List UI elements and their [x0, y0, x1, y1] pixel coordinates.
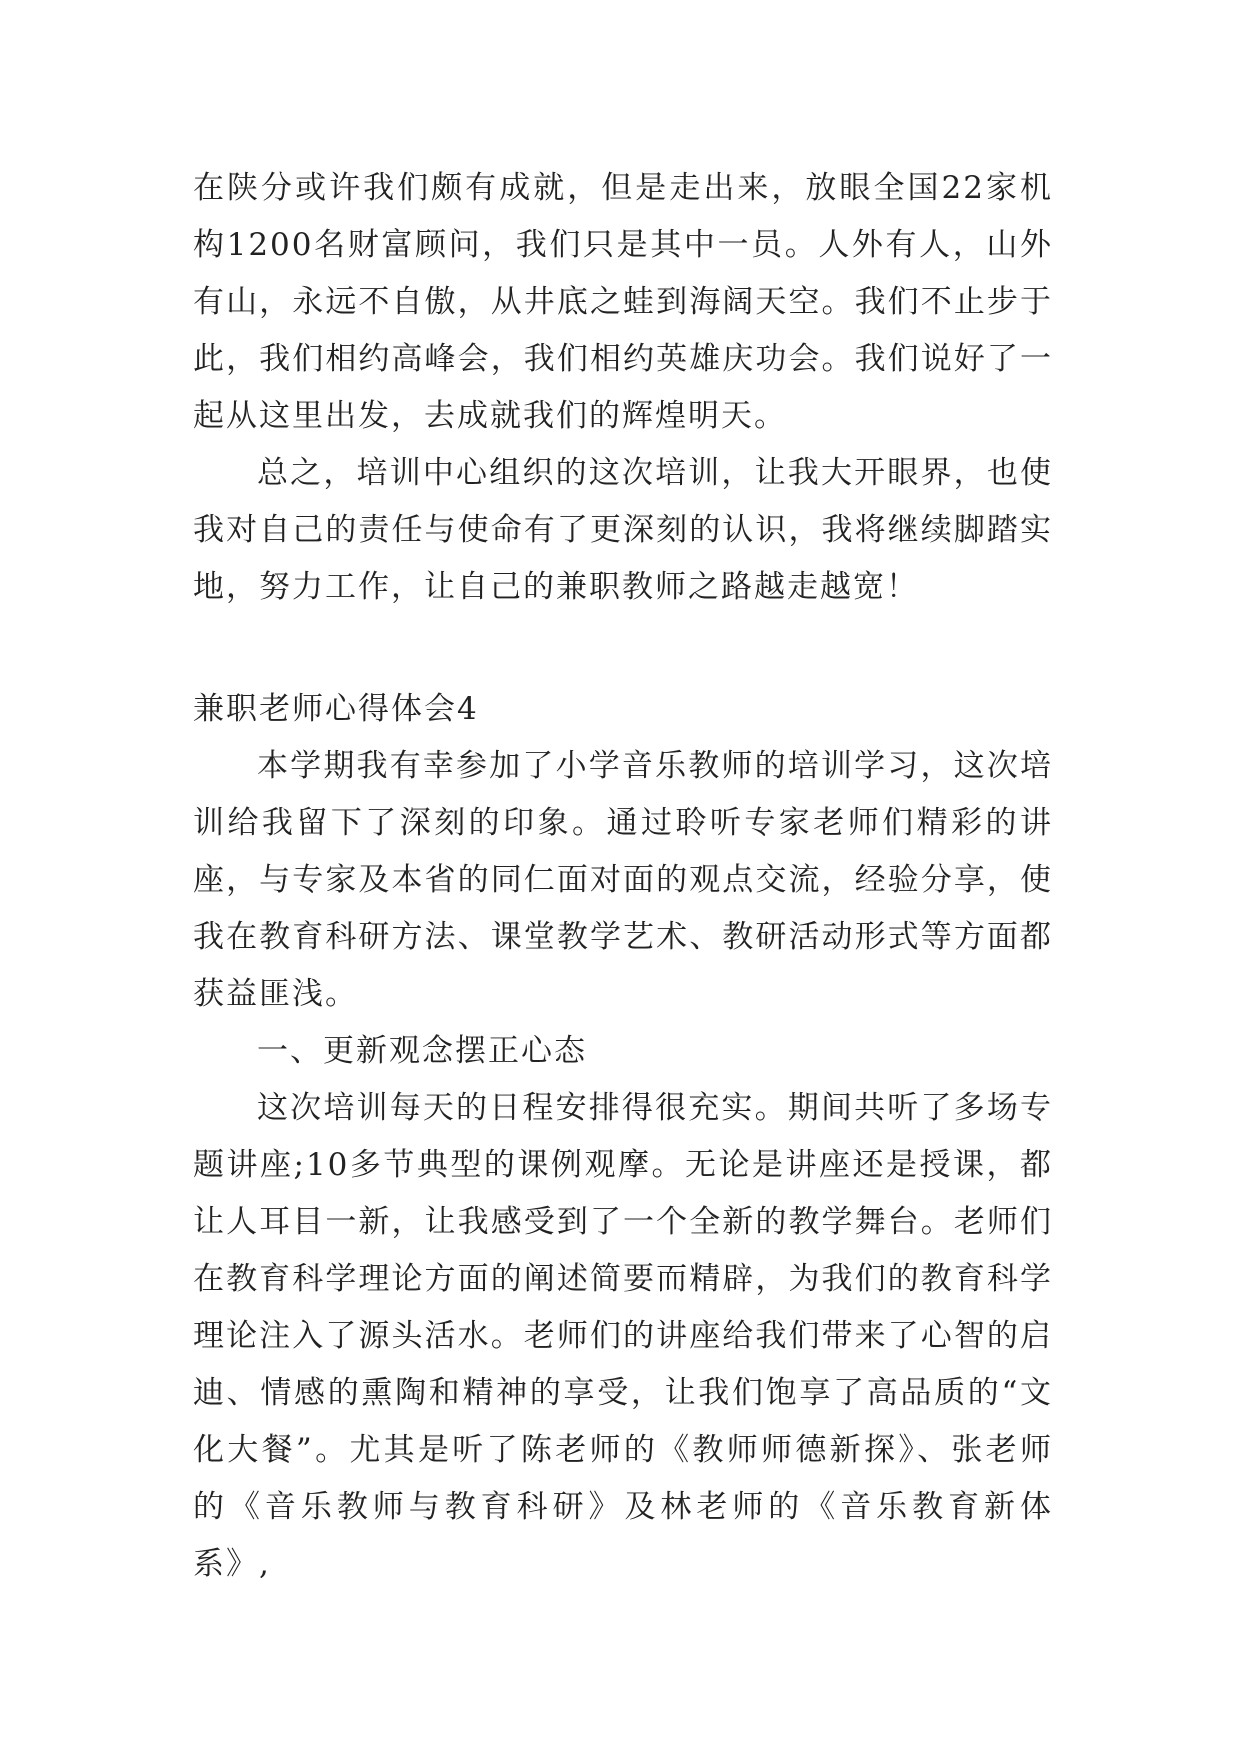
section-b — [193, 681, 1053, 1593]
paragraph-intro: 本学期我有幸参加了小学音乐教师的培训学习，这次培训给我留下了深刻的印象。通过聆听专家老师们精彩的讲座，与专家及本省的同仁面对面的观点交流，经验分享，使我在教育科研方法、课堂教学艺术、教研活动形式等方面都获益匪浅。 — [193, 748, 1053, 1012]
paragraph-conclusion: 总之，培训中心组织的这次培训，让我大开眼界，也使我对自己的责任与使命有了更深刻的认识，我将继续脚踏实地，努力工作，让自己的兼职教师之路越走越宽！ — [193, 455, 1053, 605]
section-a — [193, 160, 1053, 616]
paragraph-training-schedule: 这次培训每天的日程安排得很充实。期间共听了多场专题讲座;10多节典型的课例观摩。无论是讲座还是授课，都让人耳目一新，让我感受到了一个全新的教学舞台。老师们在教育科学理论方面的阐述简要而精辟，为我们的教育科学理论注入了源头活水。老师们的讲座给我们带来了心智的启迪、情感的熏陶和精神的享受，让我们饱享了高品质的“文化大餐”。尤其是听了陈老师的《教师师德新探》、张老师的《音乐教师与教育科研》及林老师的《音乐教育新体系》, — [193, 1090, 1053, 1582]
subheading-update-concepts: 一、更新观念摆正心态 — [257, 1033, 587, 1069]
section-title: 兼职老师心得体会4 — [193, 691, 479, 727]
paragraph-opening: 在陕分或许我们颇有成就，但是走出来，放眼全国22家机构1200名财富顾问，我们只是其中一员。人外有人，山外有山，永远不自傲，从井底之蛙到海阔天空。我们不止步于此，我们相约高峰会，我们相约英雄庆功会。我们说好了一起从这里出发，去成就我们的辉煌明天。 — [193, 170, 1053, 434]
